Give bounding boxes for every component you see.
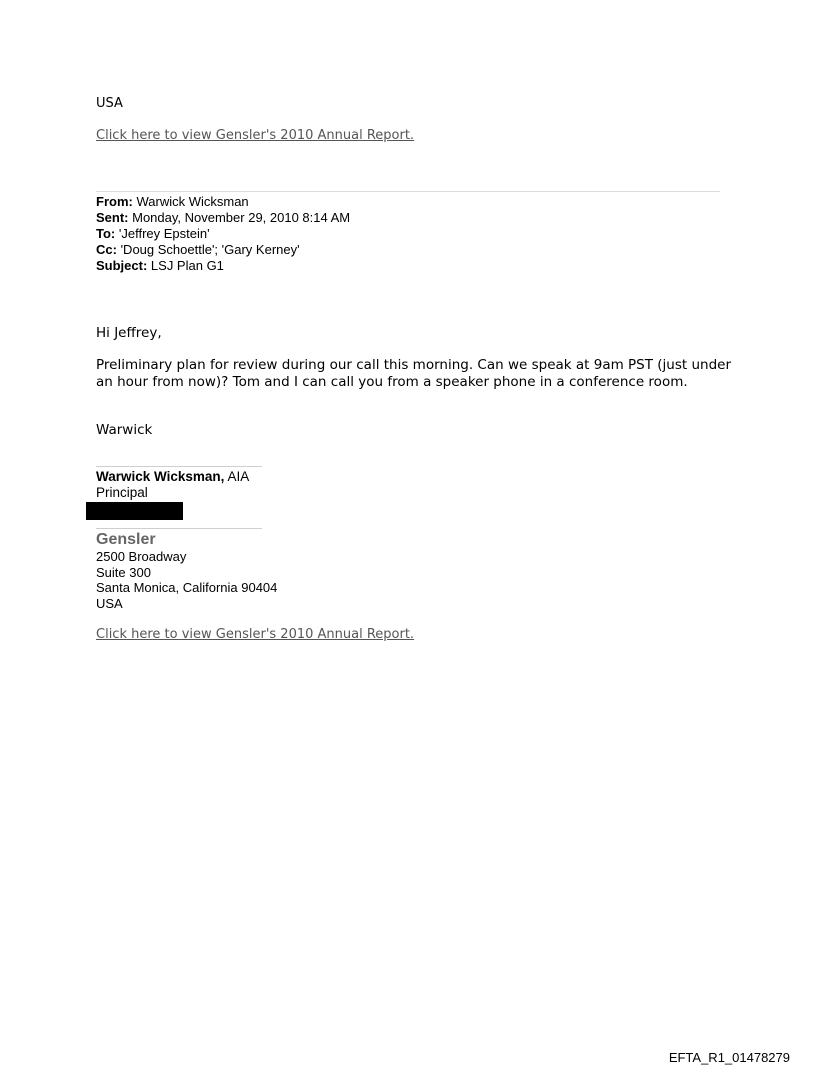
sent-row	[96, 210, 350, 226]
subject-value: LSJ Plan G1	[150, 258, 224, 273]
address-line-1: 2500 Broadway	[96, 549, 187, 564]
to-label: To:	[96, 226, 116, 241]
document-id: EFTA_R1_01478279	[668, 1050, 790, 1065]
cc-label: Cc:	[96, 242, 117, 257]
address-line-2: Suite 300	[96, 564, 151, 580]
email-separator	[96, 191, 720, 192]
subject-label: Subject:	[96, 258, 148, 273]
annual-report-link-bottom[interactable]: Click here to view Gensler's 2010 Annual Report.	[96, 627, 415, 642]
signature-credential: AIA	[224, 469, 250, 484]
to-row	[96, 226, 350, 242]
sent-label: Sent:	[96, 210, 129, 225]
from-row	[96, 194, 350, 210]
greeting: Hi Jeffrey,	[96, 325, 162, 341]
message-paragraph: Preliminary plan for review during our call this morning. Can we speak at 9am PST (just under an hour from now)? Tom and I can call you from a speaker phone in a conference room.	[96, 357, 732, 390]
signature-title: Principal	[96, 485, 148, 500]
address-country: USA	[96, 595, 123, 611]
subject-row	[96, 258, 350, 274]
email-header	[96, 194, 350, 274]
signature-divider-top	[96, 466, 262, 467]
signature-divider-bottom	[96, 528, 262, 529]
previous-signature-country: USA	[96, 96, 123, 111]
annual-report-link-top[interactable]: Click here to view Gensler's 2010 Annual Report.	[96, 128, 415, 143]
company-name: Gensler	[96, 531, 156, 548]
cc-row	[96, 242, 350, 258]
to-value: 'Jeffrey Epstein'	[118, 226, 210, 241]
cc-value: 'Doug Schoettle'; 'Gary Kerney'	[120, 242, 300, 257]
signature-name: Warwick Wicksman,	[96, 469, 225, 484]
redaction-box	[86, 502, 183, 520]
from-label: From:	[96, 194, 133, 209]
company-address	[96, 549, 277, 611]
sent-value: Monday, November 29, 2010 8:14 AM	[132, 210, 351, 225]
signoff: Warwick	[96, 422, 153, 438]
address-line-3: Santa Monica, California 90404	[96, 580, 278, 595]
signature-name-line	[96, 469, 249, 484]
from-value: Warwick Wicksman	[136, 194, 249, 209]
